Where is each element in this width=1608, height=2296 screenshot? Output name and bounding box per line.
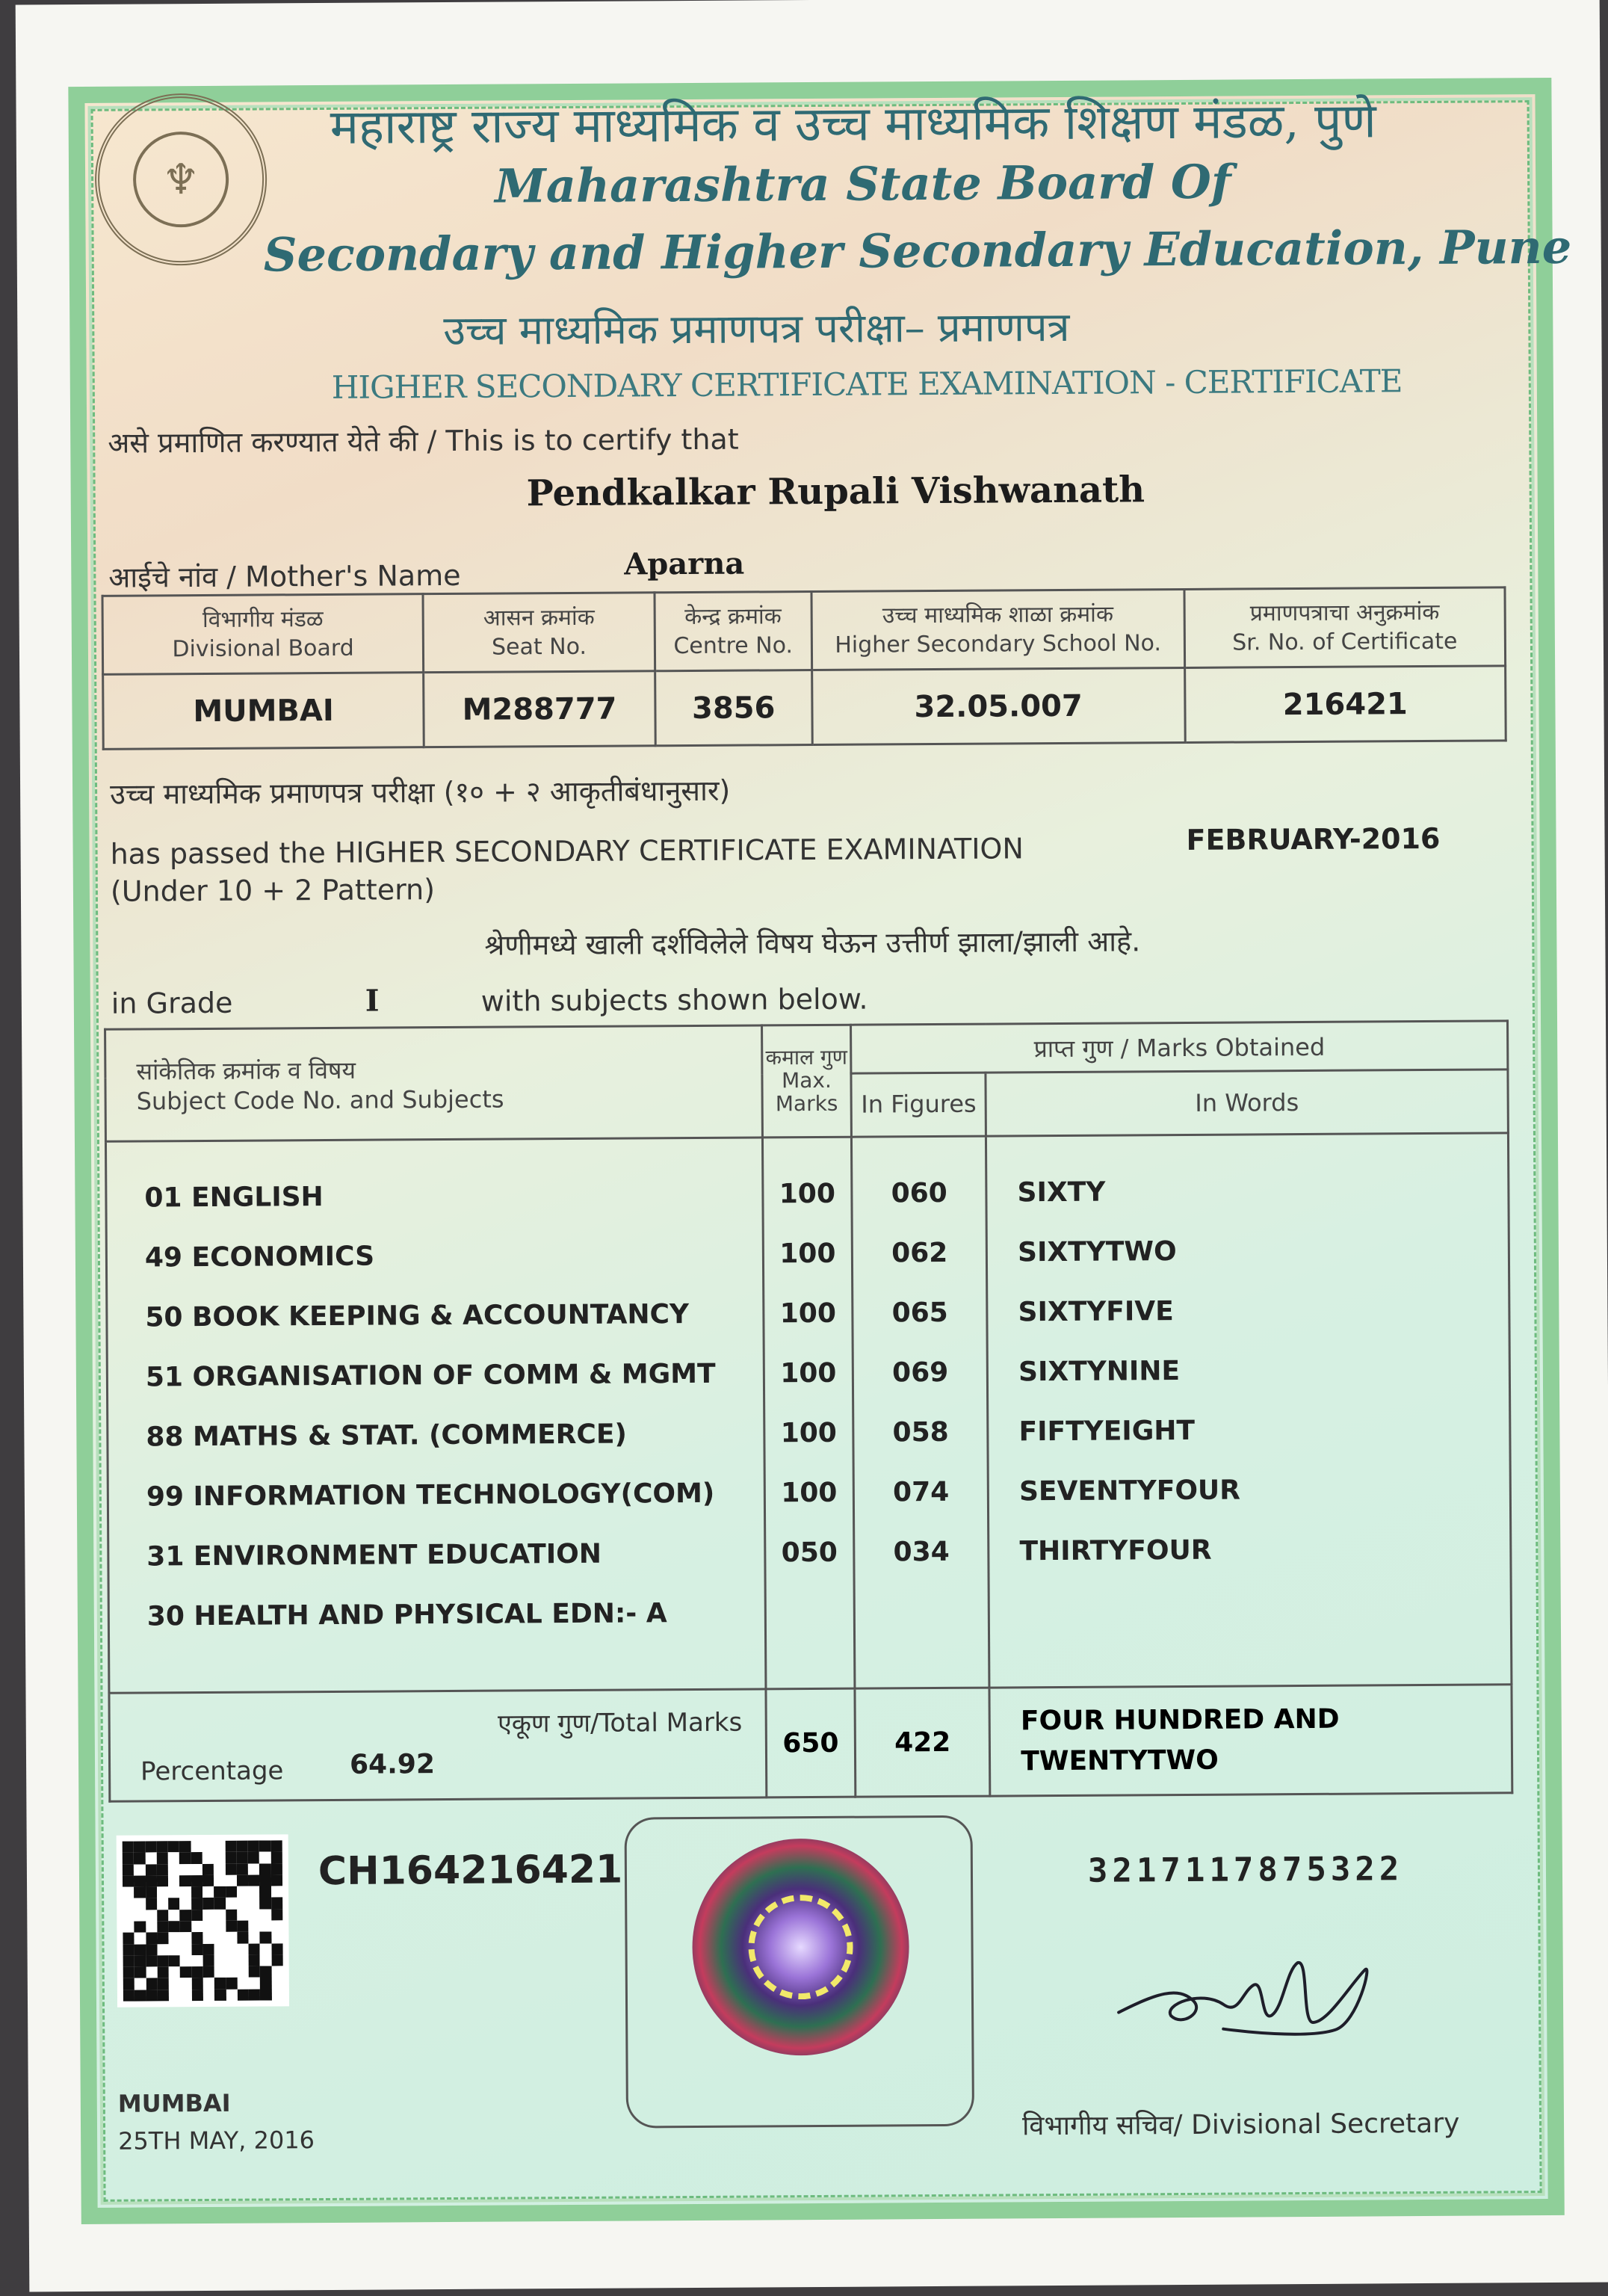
centre-no-header: केन्द्र क्रमांक Centre No. [655, 592, 811, 671]
exam-session: FEBRUARY-2016 [1186, 821, 1441, 857]
list-item: 100 [779, 1178, 836, 1210]
list-item: 51 ORGANISATION OF COMM & MGMT [145, 1358, 716, 1393]
list-item: 100 [779, 1297, 837, 1330]
list-item: 31 ENVIRONMENT EDUCATION [146, 1538, 602, 1573]
certificate-sr-no-value: 216421 [1184, 666, 1506, 743]
list-item: 034 [893, 1536, 950, 1568]
certificate-paper [16, 0, 1608, 2292]
words-cell [986, 1133, 1512, 1688]
list-item: 30 HEALTH AND PHYSICAL EDN:- A [146, 1598, 667, 1632]
board-name-english-line2: Secondary and Higher Secondary Education, Pune [263, 219, 1572, 283]
list-item: 100 [781, 1477, 838, 1509]
certificate-code: CH164216421 [318, 1847, 623, 1895]
passed-text-english: has passed the HIGHER SECONDARY CERTIFICATE EXAMINATION [110, 832, 1024, 871]
list-item: 88 MATHS & STAT. (COMMERCE) [146, 1419, 628, 1453]
issue-date: 25TH MAY, 2016 [118, 2126, 315, 2155]
subjects-cell [105, 1138, 765, 1693]
subjects-below-text: with subjects shown below. [480, 982, 868, 1018]
exam-title-english: HIGHER SECONDARY CERTIFICATE EXAMINATION - CERTIFICATE [331, 362, 1403, 406]
marks-table [104, 1019, 1513, 1802]
student-name: Pendkalkar Rupali Vishwanath [526, 469, 1145, 515]
qr-code-icon [117, 1834, 289, 2007]
list-item: 99 INFORMATION TECHNOLOGY(COM) [146, 1478, 715, 1513]
list-item: 01 ENGLISH [144, 1182, 324, 1214]
centre-no-value: 3856 [655, 670, 812, 746]
certify-text: असे प्रमाणित करण्यात येते की / This is to certify that [108, 422, 739, 460]
divisional-board-value: MUMBAI [103, 673, 424, 750]
percentage-label: Percentage [140, 1756, 284, 1787]
total-in-words: FOUR HUNDRED AND TWENTYTWO [989, 1685, 1512, 1796]
list-item: 060 [891, 1177, 947, 1209]
max-marks-header: कमाल गुण Max. Marks [761, 1025, 852, 1138]
board-name-english-line1: Maharashtra State Board Of [494, 154, 1231, 214]
list-item: SIXTYNINE [1018, 1356, 1181, 1388]
total-obtained-marks: 422 [855, 1688, 990, 1797]
list-item: 50 BOOK KEEPING & ACCOUNTANCY [145, 1299, 690, 1333]
serial-number: 3217117875322 [1087, 1850, 1404, 1890]
total-max-marks: 650 [765, 1688, 856, 1797]
issue-place: MUMBAI [117, 2088, 231, 2118]
total-marks-label: एकूण गुण/Total Marks [497, 1707, 743, 1739]
mother-name-label: आईचे नांव / Mother's Name [108, 558, 461, 594]
list-item: SEVENTYFOUR [1018, 1475, 1241, 1507]
candidate-info-table [101, 586, 1506, 750]
seat-no-value: M288777 [424, 671, 655, 747]
list-item: FIFTYEIGHT [1018, 1415, 1196, 1448]
in-figures-header: In Figures [851, 1073, 986, 1137]
signature [1111, 1939, 1381, 2053]
list-item: 058 [892, 1416, 949, 1448]
list-item: SIXTYTWO [1017, 1236, 1177, 1268]
list-item: 074 [892, 1476, 950, 1508]
max-marks-cell [762, 1137, 855, 1689]
seat-no-header: आसन क्रमांक Seat No. [423, 593, 655, 673]
list-item: THIRTYFOUR [1019, 1534, 1212, 1567]
school-no-header: उच्च माध्यमिक शाळा क्रमांक Higher Secondary School No. [811, 589, 1185, 670]
list-item: 100 [779, 1238, 836, 1270]
percentage-value: 64.92 [349, 1749, 436, 1780]
exam-title-marathi: उच्च माध्यमिक प्रमाणपत्र परीक्षा– प्रमाणपत्र [443, 303, 1070, 355]
list-item: 062 [891, 1237, 948, 1269]
figures-cell [852, 1136, 989, 1688]
marks-obtained-header: प्राप्त गुण / Marks Obtained [851, 1021, 1508, 1073]
list-item: 069 [891, 1357, 949, 1389]
list-item: 49 ECONOMICS [144, 1241, 375, 1274]
grade-label: in Grade [111, 986, 233, 1020]
certificate-sr-no-header: प्रमाणपत्राचा अनुक्रमांक Sr. No. of Certificate [1184, 587, 1506, 668]
grade-text-marathi: श्रेणीमध्ये खाली दर्शविलेले विषय घेऊन उत्तीर्ण झाला/झाली आहे. [484, 925, 1141, 962]
school-no-value: 32.05.007 [811, 667, 1185, 744]
mother-name: Aparna [624, 546, 745, 582]
board-seal-emblem [94, 93, 267, 265]
lamp-emblem-icon: ♆ [133, 132, 229, 228]
in-words-header: In Words [986, 1070, 1508, 1136]
list-item: 050 [781, 1537, 838, 1569]
divisional-board-header: विभागीय मंडळ Divisional Board [102, 594, 424, 675]
list-item: SIXTYFIVE [1018, 1296, 1174, 1328]
grade-value: I [365, 983, 380, 1019]
board-name-marathi: महाराष्ट्र राज्य माध्यमिक व उच्च माध्यमिक शिक्षण मंडळ, पुणे [330, 93, 1376, 155]
list-item: 100 [780, 1357, 837, 1389]
passed-text-marathi: उच्च माध्यमिक प्रमाणपत्र परीक्षा (१० + २ आकृतीबंधानुसार) [109, 774, 731, 811]
list-item: 065 [891, 1297, 948, 1329]
divisional-secretary-label: विभागीय सचिव/ Divisional Secretary [1021, 2108, 1460, 2142]
pattern-text: (Under 10 + 2 Pattern) [110, 873, 436, 908]
list-item: SIXTY [1017, 1176, 1106, 1209]
hologram-emblem-icon [748, 1895, 853, 2000]
subject-header: सांकेतिक क्रमांक व विषय Subject Code No. and Subjects [105, 1025, 762, 1141]
total-label-cell [109, 1689, 766, 1801]
list-item: 100 [780, 1417, 838, 1449]
